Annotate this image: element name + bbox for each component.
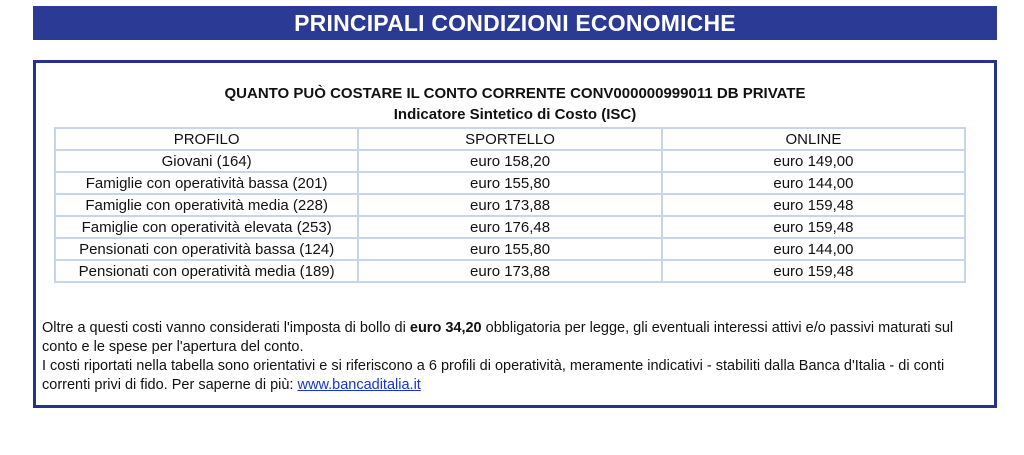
notes-p2-text: I costi riportati nella tabella sono orientativi e si riferiscono a 6 profili di operatività, meramente indicativi - stabiliti dalla Banca d'Italia - di conti correnti privi di fido. Per saperne di più: <box>42 358 945 393</box>
header-online: ONLINE <box>662 128 965 150</box>
notes-p1-after: obbligatoria per legge, gli eventuali interessi attivi e/o passivi maturati sul conto e le spese per l'apertura del conto. <box>42 320 954 355</box>
cell-branch: euro 155,80 <box>358 238 662 260</box>
cell-profile: Famiglie con operatività elevata (253) <box>55 216 358 238</box>
notes-p1-before: Oltre a questi costi vanno considerati l'imposta di bollo di <box>42 320 410 336</box>
header-profile: PROFILO <box>55 128 358 150</box>
cell-online: euro 159,48 <box>662 260 965 282</box>
cell-branch: euro 176,48 <box>358 216 662 238</box>
header-branch: SPORTELLO <box>358 128 662 150</box>
page-banner <box>33 6 997 40</box>
cell-branch: euro 173,88 <box>358 194 662 216</box>
cell-profile: Pensionati con operatività media (189) <box>55 260 358 282</box>
table-row <box>55 150 965 172</box>
cell-profile: Pensionati con operatività bassa (124) <box>55 238 358 260</box>
table-header-row <box>55 128 965 150</box>
notes-block <box>42 319 988 395</box>
cell-online: euro 159,48 <box>662 216 965 238</box>
table-row <box>55 194 965 216</box>
notes-paragraph-profiles <box>42 357 988 395</box>
cell-online: euro 144,00 <box>662 238 965 260</box>
cell-online: euro 144,00 <box>662 172 965 194</box>
stamp-duty-amount: euro 34,20 <box>409 320 482 336</box>
notes-paragraph-stamp-duty <box>42 319 988 357</box>
isc-table <box>54 127 966 283</box>
cell-online: euro 159,48 <box>662 194 965 216</box>
section-heading: QUANTO PUÒ COSTARE IL CONTO CORRENTE CONV000000999011 DB PRIVATE <box>224 85 806 102</box>
cell-branch: euro 173,88 <box>358 260 662 282</box>
table-row <box>55 260 965 282</box>
cell-branch: euro 155,80 <box>358 172 662 194</box>
cell-profile: Famiglie con operatività bassa (201) <box>55 172 358 194</box>
table-row <box>55 216 965 238</box>
isc-panel <box>33 60 997 408</box>
cell-branch: euro 158,20 <box>358 150 662 172</box>
cell-online: euro 149,00 <box>662 150 965 172</box>
cell-profile: Giovani (164) <box>55 150 358 172</box>
bancaditalia-link[interactable]: www.bancaditalia.it <box>297 377 421 393</box>
section-subheading: Indicatore Sintetico di Costo (ISC) <box>393 106 637 123</box>
table-row <box>55 238 965 260</box>
cell-profile: Famiglie con operatività media (228) <box>55 194 358 216</box>
banner-title: PRINCIPALI CONDIZIONI ECONOMICHE <box>294 9 736 36</box>
table-row <box>55 172 965 194</box>
